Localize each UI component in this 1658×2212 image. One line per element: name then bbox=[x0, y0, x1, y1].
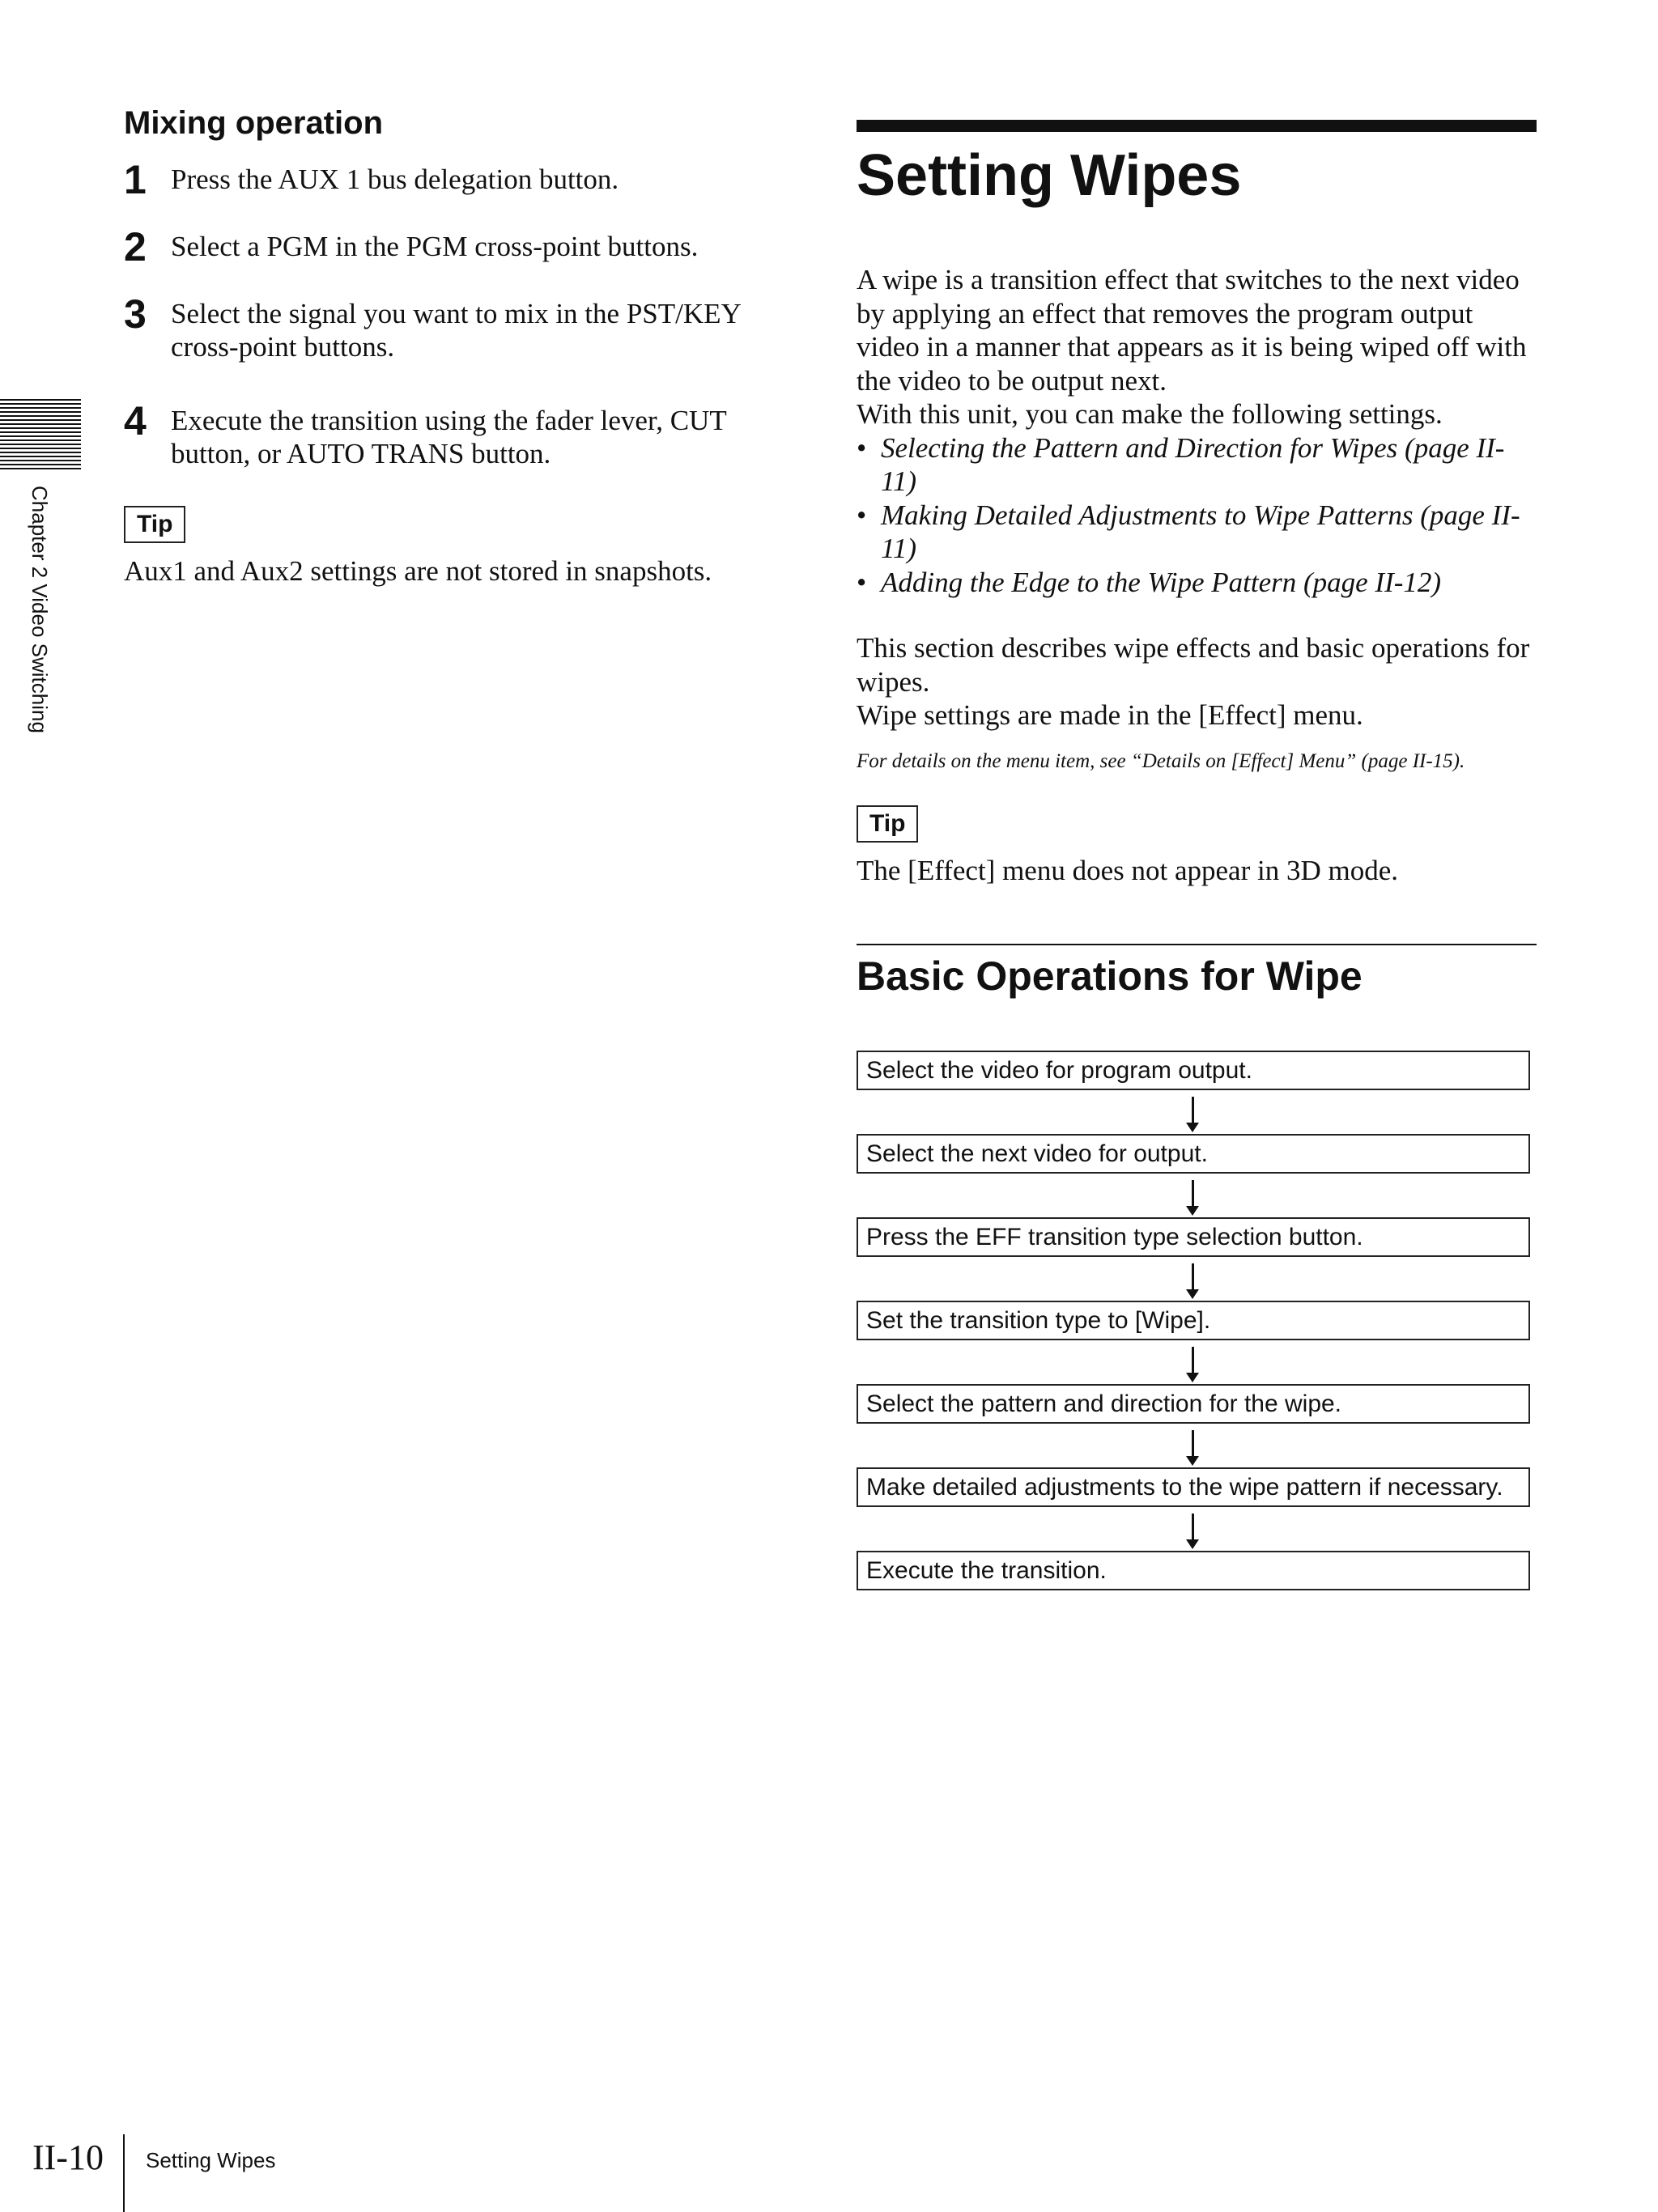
flow-step: Make detailed adjustments to the wipe pattern if necessary. bbox=[857, 1467, 1530, 1507]
step-text: Select the signal you want to mix in the PST/KEY cross-point buttons. bbox=[171, 298, 741, 363]
settings-list bbox=[857, 431, 1537, 600]
down-arrow-icon bbox=[857, 1507, 1530, 1551]
flow-step: Execute the transition. bbox=[857, 1551, 1530, 1590]
intro-paragraph: A wipe is a transition effect that switches to the next video by applying an effect that removes the program output video in a manner that appears as it is being wiped off with the video to be output next. bbox=[857, 264, 1527, 397]
flow-step: Set the transition type to [Wipe]. bbox=[857, 1301, 1530, 1340]
subsection-rule bbox=[857, 944, 1537, 945]
effect-menu-note: Wipe settings are made in the [Effect] menu. bbox=[857, 699, 1363, 731]
step-number: 1 bbox=[124, 157, 147, 202]
step-4 bbox=[124, 398, 788, 470]
flow-step: Select the video for program output. bbox=[857, 1051, 1530, 1090]
tip-label: Tip bbox=[857, 805, 918, 843]
down-arrow-icon bbox=[857, 1257, 1530, 1301]
down-arrow-icon bbox=[857, 1424, 1530, 1467]
tip-text: Aux1 and Aux2 settings are not stored in snapshots. bbox=[124, 555, 712, 587]
step-2 bbox=[124, 224, 788, 270]
left-column bbox=[124, 105, 788, 588]
chapter-tab-label: Chapter 2 Video Switching bbox=[28, 486, 52, 733]
down-arrow-icon bbox=[857, 1340, 1530, 1384]
title-rule bbox=[857, 120, 1537, 132]
flow-step: Press the EFF transition type selection button. bbox=[857, 1217, 1530, 1257]
step-1 bbox=[124, 157, 788, 202]
step-number: 3 bbox=[124, 291, 147, 337]
intro-paragraph-2: With this unit, you can make the following settings. bbox=[857, 398, 1443, 430]
right-column bbox=[857, 120, 1537, 1590]
details-reference: For details on the menu item, see “Details on [Effect] Menu” (page II-15). bbox=[857, 749, 1465, 772]
footer-section-label: Setting Wipes bbox=[146, 2148, 276, 2172]
list-item: • Making Detailed Adjustments to Wipe Patterns (page II-11) bbox=[857, 499, 1537, 566]
list-item: • Adding the Edge to the Wipe Pattern (page II-12) bbox=[857, 566, 1537, 600]
flowchart bbox=[857, 1051, 1530, 1590]
tip-text: The [Effect] menu does not appear in 3D mode. bbox=[857, 854, 1398, 886]
step-text: Select a PGM in the PGM cross-point buttons. bbox=[171, 231, 699, 262]
page-number: II-10 bbox=[32, 2138, 104, 2177]
step-3 bbox=[124, 291, 788, 363]
step-number: 4 bbox=[124, 398, 147, 444]
flow-step: Select the next video for output. bbox=[857, 1134, 1530, 1174]
list-item: • Selecting the Pattern and Direction for Wipes (page II-11) bbox=[857, 431, 1537, 499]
section-description: This section describes wipe effects and basic operations for wipes. bbox=[857, 632, 1530, 698]
subsection-title: Basic Operations for Wipe bbox=[857, 953, 1363, 999]
footer-divider bbox=[123, 2134, 125, 2212]
step-text: Press the AUX 1 bus delegation button. bbox=[171, 163, 619, 195]
step-number: 2 bbox=[124, 224, 147, 270]
chapter-tab-bars bbox=[0, 399, 81, 470]
down-arrow-icon bbox=[857, 1174, 1530, 1217]
mixing-operation-heading: Mixing operation bbox=[124, 105, 383, 141]
down-arrow-icon bbox=[857, 1090, 1530, 1134]
page-title: Setting Wipes bbox=[857, 143, 1242, 208]
tip-label: Tip bbox=[124, 506, 185, 543]
flow-step: Select the pattern and direction for the wipe. bbox=[857, 1384, 1530, 1424]
step-text: Execute the transition using the fader lever, CUT button, or AUTO TRANS button. bbox=[171, 405, 727, 469]
